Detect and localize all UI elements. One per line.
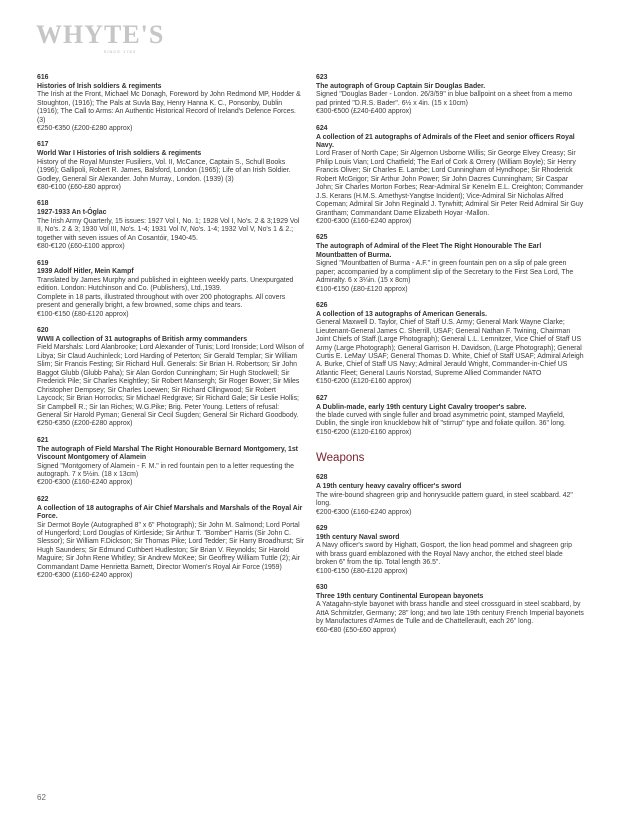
lot-title: 1927-1933 An t-Óglac: [37, 209, 107, 217]
lot-number: 616: [37, 74, 49, 81]
logo-text: WHYTE'S: [36, 20, 165, 49]
page-number: 62: [37, 793, 46, 802]
lot-title: The autograph of Group Captain Sir Douglas Bader.: [316, 82, 486, 90]
lot-description: the blade curved with single fuller and broad asymmetric point, stamped Mayfield, Dublin, the single iron knucklebow hilt of "stirrup" type and foliate quillon. 36" long.: [316, 412, 566, 428]
lot-estimate: €80-€100 (£60-£80 approx): [37, 184, 121, 192]
lot-estimate: €80-€120 (£60-£100 approx): [37, 243, 125, 251]
lot-estimate: €200-€300 (£160-£240 approx): [37, 479, 133, 487]
lot-description: Lord Fraser of North Cape; Sir Algernon Usborne Willis; Sir George Elvey Creasy; Sir Philip Louis Vian; Lord Chatfield; The Earl of Cork & Orrery (William Boyle); Sir Henry Francis Oliver; Sir Charles E. Lambe; Lord Cunningham of Hyndhope; Sir Rhoderick Robert McGrigor; Sir Arthur John Power; Sir John Dacres Cunningham; Sir Caspar John; Sir Charles Morton Forbes; Rear-Admiral Sir Kenelm E.L. Creighton; Commander J.S. Kerans (H.M.S. Amethyst-Yangtse Incident); Vice-Admiral Sir Nicholas Alfred Copeman; Admiral Sir John Reginald J. Tyrwhitt; Admiral Sir Peter Reid Admiral Sir Guy Grantham; Commandant Dame Elizabeth Hoyar -Mallon.: [316, 150, 584, 217]
lot-number: 620: [37, 326, 49, 334]
lot-number: 617: [37, 141, 49, 149]
lot-number: 623: [316, 74, 328, 81]
lot-entry: [37, 200, 305, 251]
lot-estimate: €200-€300 (£160-£240 approx): [316, 508, 412, 516]
lot-entry: [37, 437, 305, 488]
lot-description: The Irish at the Front, Michael Mc Donagh, Foreword by John Redmond MP, Hodder & Stoughton, (1916); The Pals at Suvla Bay, Henry Hanna K. C., Ponsonby, Dublin (1916); The Call to Arms: An Authentic Historical Record of Ireland's Defence Forces. (3): [37, 91, 301, 124]
lot-title: World War I Histories of Irish soldiers & regiments: [37, 150, 202, 158]
lot-estimate: €150-€200 (£120-£160 approx): [316, 378, 412, 386]
lot-title: The autograph of Field Marshal The Right Honourable Bernard Montgomery, 1st Viscount Montgomery of Alamein: [37, 445, 298, 462]
lot-estimate: €100-€150 (£80-£120 approx): [37, 310, 129, 318]
lot-title: Histories of Irish soldiers & regiments: [37, 82, 162, 90]
lot-estimate: €150-€200 (£120-£160 approx): [316, 428, 412, 436]
lot-description: History of the Royal Munster Fusiliers, Vol. II, McCance, Captain S., Schull Books (1996); Gallipoli, Robert R. James, Balsford, London (1965); Life of an Irish Soldier. Godley, General Sir Alexander. John Murray., London. (1939) (3): [37, 158, 291, 183]
section-title-weapons: Weapons: [316, 452, 365, 465]
lot-estimate: €200-€300 (£160-£240 approx): [37, 572, 133, 580]
lot-description: The wire-bound shagreen grip and honrysuckle pattern guard, in steel scabbard. 42" long.: [316, 491, 573, 508]
lot-entry: [37, 260, 305, 320]
lot-entry: [37, 327, 305, 429]
lot-title: WWII A collection of 31 autographs of British army commanders: [37, 335, 248, 343]
lot-entry: [316, 125, 584, 227]
weapons-lots: [316, 474, 584, 635]
lot-entry: [316, 474, 584, 517]
lot-description: Signed "Mountbatten of Burma - A.F." in green fountain pen on a slip of pale green paper; accompanied by a compliment slip of the Secretary to the First Sea Lord, The Admiralty. 6 x 3¼in. (15 x 8cm): [316, 260, 574, 285]
lot-description: Sir Dermot Boyle (Autographed 8" x 6" Photograph); Sir John M. Salmond; Lord Portal of Hungerford; Lord Douglas of Kirtleside; Sir Arthur T. "Bomber" Harris (Sir John C. Slessor); Sir William F.Dickson; Sir Thomas Pike; Lord Tedder; Sir Harry Broadhurst; Sir Hugh Saunders; Sir Edmund Cuthbert Hudleston; Sir Brian V. Reynolds; Sir Harold Maguire; Sir John Rene Whitley; Sir Andrew McKee; Sir Geoffrey William Tuttle (2); Air Commandant Dame Henrietta Barnett, Director Women's Royal Air Force (1959): [37, 521, 305, 571]
lot-estimate: €200-€300 (£160-£240 approx): [316, 218, 412, 226]
lot-entry: [316, 234, 584, 294]
lot-description: Translated by James Murphy and published in eighteen weekly parts. Unexpurgated edition. London: Hutchinson and Co. (Publishers), Ltd.,1939. Complete in 18 parts, illustrated throughout with over 200 photographs. All covers present and generally bright, a few browned, some chips and tears.: [37, 276, 294, 310]
lot-number: 629: [316, 524, 328, 532]
lot-entry: [316, 74, 584, 117]
lot-entry: [316, 584, 584, 635]
right-column-lots: [316, 74, 584, 437]
lot-entry: [37, 74, 305, 134]
logo-subtext: SINCE 1783: [103, 49, 136, 54]
lot-estimate: €100-€150 (£80-£120 approx): [316, 285, 408, 293]
lot-number: 618: [37, 200, 49, 208]
lot-number: 625: [316, 234, 328, 242]
lot-estimate: €250-€350 (£200-£280 approx): [37, 125, 133, 133]
lot-entry: [316, 525, 584, 576]
lot-number: 619: [37, 259, 49, 267]
lot-estimate: €300-€500 (£240-£400 approx): [316, 108, 412, 116]
lot-title: The autograph of Admiral of the Fleet The Right Honourable The Earl Mountbatten of Burma.: [316, 243, 542, 259]
lot-entry: [316, 395, 584, 438]
lot-description: Signed "Montgomery of Alamein - F. M." in red fountain pen to a letter requesting the autograph. 7 x 5½in. (18 x 13cm): [37, 462, 294, 479]
lot-title: A collection of 18 autographs of Air Chief Marshals and Marshals of the Royal Air Force.: [37, 504, 303, 521]
lot-number: 622: [37, 495, 49, 503]
lot-number: 627: [316, 394, 328, 402]
lot-estimate: €250-€350 (£200-£280 approx): [37, 420, 133, 428]
lot-title: A collection of 13 autographs of American Generals.: [316, 310, 488, 318]
lot-title: 1939 Adolf Hitler, Mein Kampf: [37, 268, 134, 276]
lot-title: Three 19th century Continental European bayonets: [316, 592, 484, 600]
lot-description: Field Marshals: Lord Alanbrooke; Lord Alexander of Tunis; Lord Ironside; Lord Wilson of Libya; Sir Claud Auchinleck; Lord Harding of Peterton; Sir Gerald Templar; Sir William Slim; Sir Francis Festing; Sir Richard Hull. Generals: Sir Brian H. Robertson; Sir John Baggot Glubb (Glubb Paha); Sir Alan Gordon Cunningham; Sir Hugh Stockwell; Sir Frederick Pile; Sir Charles Keightley; Sir Robert Mansergh; Sir Roger Bower; Sir Miles Christopher Dempsey; Sir Charles Loewen; Sir Richard Cllingwood; Sir Robert Laycock; Sir Brian Horrocks; Sir Michael Redgrave; Sir Richard Gale; Sir Leslie Hollis; Sir Campbell R.; Sir Ian Riches; W.G.Pike; Brig. Peter Young. Letters of refusal: General Sir Harold Pyman; General Sir Cecil Sugden; General Sir Richard Goodbody.: [37, 344, 304, 419]
lot-description: A Yatagahn-style bayonet with brass handle and steel crossguard in steel scabbard, by AttA Schmitzler, Germany; 28" long; and two late 19th century French Imperial bayonets by Manufactures d'Armes de Tulle and de Chattellerault, each 26" long.: [316, 601, 584, 626]
lot-number: 626: [316, 301, 328, 309]
lot-title: 19th century Naval sword: [316, 533, 400, 541]
lot-number: 624: [316, 124, 328, 132]
lot-estimate: €100-€150 (£80-£120 approx): [316, 567, 408, 575]
left-column: [37, 74, 305, 589]
lot-entry: [37, 141, 305, 192]
lot-number: 630: [316, 583, 328, 591]
lot-number: 628: [316, 474, 328, 482]
lot-entry: [316, 302, 584, 387]
lot-title: A Dublin-made, early 19th century Light Cavalry trooper's sabre.: [316, 403, 527, 411]
lot-description: A Navy officer's sword by Highatt, Gosport, the lion head pommel and shagreen grip with brass guard emblazoned with the Royal Navy anchor, the etched steel blade broken 6" from the tip. Total length 36.5".: [316, 542, 572, 567]
lot-title: A collection of 21 autographs of Admirals of the Fleet and senior officers Royal Navy.: [316, 133, 575, 149]
lot-number: 621: [37, 436, 49, 444]
lot-description: General Maxwell D. Taylor, Chief of Staff U.S. Army; General Mark Wayne Clarke; Lieutenant-General James C. Sherrill, USAF; General Nathan F. Twining, Chairman Joint Chiefs of Staff.(Large Photograph); General L.L. Lemnitzer, Vice Chief of Staff US Army (Large Photograph); General Garrison H. Davidson, (Large Photograph); General Curtis E. LeMay' USAF; General Thomas D. White, Chief of Staff USAF; Admiral Arleigh A. Burke, Chief of Staff US Navy; Admiral Jerauld Wright, Commander-in-Chief US Atlantic Fleet; General Lauris Norstad, Supreme Allied Commander NATO: [316, 319, 584, 377]
lot-description: The Irish Army Quarterly, 15 issues: 1927 Vol I, No. 1; 1928 Vol I, No's. 2 & 3;1929 Vol II, No's. 2 & 3; 1930 Vol III, No's. 1-4; 1931 Vol IV, No's. 1-4; 1932 Vol V, No's 1 & 2.; together with seven issues of An Cosantóir, 1940-45.: [37, 217, 300, 242]
lot-estimate: €60-€80 (£50-£60 approx): [316, 626, 397, 634]
lot-title: A 19th century heavy cavalry officer's sword: [316, 483, 462, 491]
right-column: [316, 74, 584, 643]
whytes-logo: [36, 22, 164, 54]
lot-entry: [37, 496, 305, 581]
lot-description: Signed "Douglas Bader - London. 26/3/59" in blue ballpoint on a sheet from a memo pad printed "D.R.S. Bader". 6½ x 4in. (15 x 10cm): [316, 91, 573, 107]
